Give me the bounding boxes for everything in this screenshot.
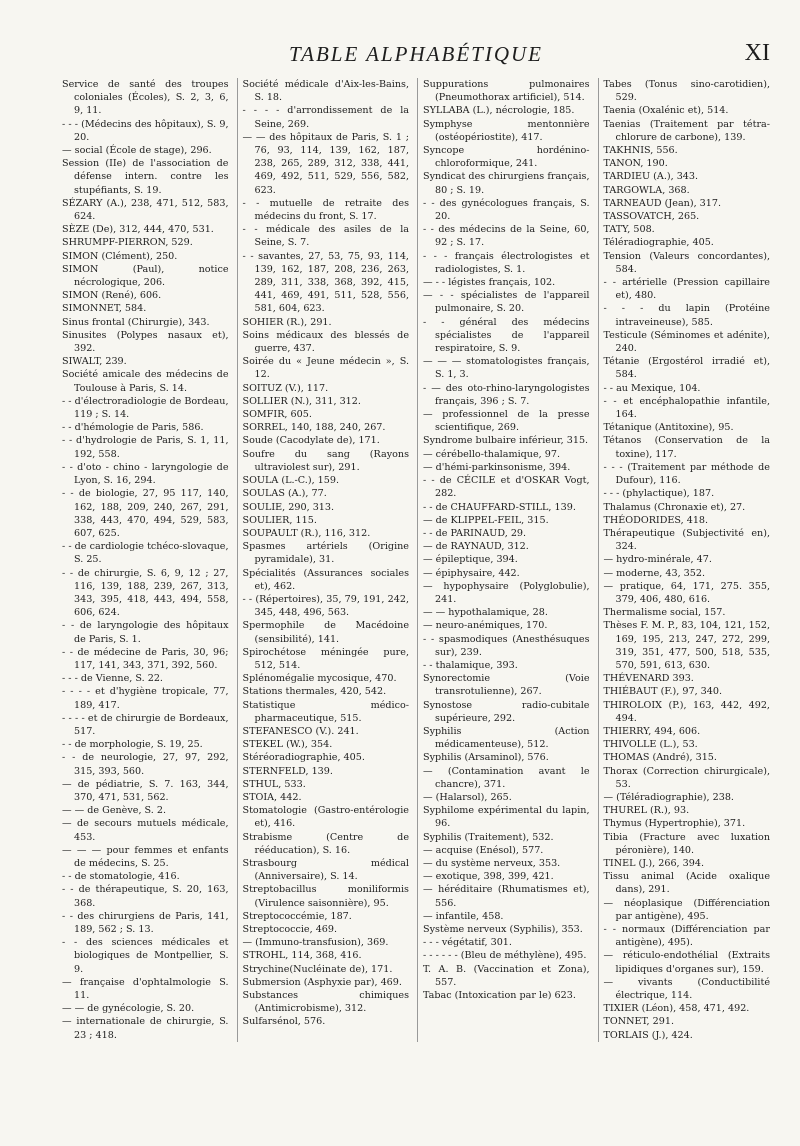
index-entry: - - d'hydrologie de Paris, S. 1, 11, 192, 558. <box>62 435 229 460</box>
index-entry: - - d'hémologie de Paris, 586. <box>62 422 204 434</box>
index-entry: Syncope hordénino-chloroformique, 241. <box>423 145 590 170</box>
index-entry: — hypophysaire (Polyglobulie), 241. <box>423 580 590 605</box>
index-entry: - - d'électroradiologie de Bordeau, 119 ; S. 14. <box>62 395 229 421</box>
index-entry: — acquise (Enésol), 577. <box>423 844 544 856</box>
index-column-2 <box>237 78 410 1042</box>
index-entry: THIERRY, 494, 606. <box>603 725 701 737</box>
index-entry: Téléradiographie, 405. <box>603 237 714 249</box>
index-entry: — de pédiatrie, S. 7. 163, 344, 370, 471, 531, 562. <box>62 778 229 803</box>
index-entry: Symphyse mentonnière (ostéopériostite), 417. <box>423 118 590 143</box>
index-entry: — — — stomatologistes français, S. 1, 3. <box>423 356 590 381</box>
index-entry: Soufre du sang (Rayons ultraviolest sur), 291. <box>242 448 409 473</box>
index-entry: - - savantes, 27, 53, 75, 93, 114, 139, 162, 187, 208, 236, 263, 289, 311, 338, 368, 392, 415, 441, 469, 491, 511, 528, 556, 581, 604, 623. <box>242 250 409 315</box>
index-entry: - - des médecins de la Seine, 60, 92 ; S. 17. <box>423 224 590 249</box>
index-entry: Synorectomie (Voie transrotulienne), 267. <box>423 673 590 698</box>
index-entry: Thalamus (Chronaxie et), 27. <box>603 501 746 513</box>
index-entry: - - de médecine de Paris, 30, 96; 117, 141, 343, 371, 392, 560. <box>62 646 229 671</box>
index-entry: Spirochétose méningée pure, 512, 514. <box>242 646 409 671</box>
index-entry: - - de biologie, 27, 95 117, 140, 162, 188, 209, 240, 267, 291, 338, 443, 470, 494, 529, 583, 607, 625. <box>62 488 229 539</box>
index-entry: SÉZARY (A.), 238, 471, 512, 583, 624. <box>62 197 229 223</box>
index-entry: — de RAYNAUD, 312. <box>423 541 529 553</box>
index-entry: - - (Répertoires), 35, 79, 191, 242, 345, 448, 496, 563. <box>242 593 409 619</box>
index-column-1 <box>62 78 229 1042</box>
page-number: XI <box>744 40 770 66</box>
index-entry: SIMON (Clément), 250. <box>62 250 178 262</box>
index-entry: Testicule (Séminomes et adénite), 240. <box>603 329 770 355</box>
index-entry: TARGOWLA, 368. <box>603 184 690 196</box>
index-entry: Tabac (Intoxication par le) 623. <box>423 990 576 1002</box>
index-entry: — hydro-minérale, 47. <box>603 554 712 566</box>
index-column-4 <box>598 78 771 1042</box>
index-entry: Tension (Valeurs concordantes), 584. <box>603 250 770 275</box>
index-entry: — de secours mutuels médicale, 453. <box>62 818 229 843</box>
index-entry: - - d'oto - chino - laryngologie de Lyon, S. 16, 294. <box>62 461 229 487</box>
index-entry: Thymus (Hypertrophie), 371. <box>603 818 746 830</box>
index-entry: — pratique, 64, 171, 275. 355, 379, 406, 480, 616. <box>603 580 770 605</box>
index-entry: - - - - et d'hygiène tropicale, 77, 189, 417. <box>62 686 229 711</box>
index-entry: SOITUZ (V.), 117. <box>242 382 329 394</box>
index-entry: - - général des médecins spécialistes de l'appareil respiratoire, S. 9. <box>423 316 590 355</box>
index-entry: Strychine(Nucléinate de), 171. <box>242 963 393 975</box>
index-entry: STEKEL (W.), 354. <box>242 739 333 751</box>
index-entry: — — des hôpitaux de Paris, S. 1 ; 76, 93, 114, 139, 162, 187, 238, 265, 289, 312, 338, 441, 469, 492, 511, 529, 556, 582, 623. <box>242 131 409 196</box>
index-entry: SIMON (Paul), notice nécrologique, 206. <box>62 263 229 289</box>
index-entry: - - de CÉCILE et d'OSKAR Vogt, 282. <box>423 475 590 500</box>
index-entry: Spécialités (Assurances sociales et), 462. <box>242 567 409 592</box>
index-entry: TONNET, 291. <box>603 1016 675 1028</box>
index-entry: SOULIER, 115. <box>242 514 317 526</box>
index-entry: Tétanique (Antitoxine), 95. <box>603 422 734 434</box>
index-entry: - - de morphologie, S. 19, 25. <box>62 739 203 751</box>
index-entry: — neuro-anémiques, 170. <box>423 620 548 632</box>
index-entry: - - - (Traitement par méthode de Dufour), 116. <box>603 461 770 487</box>
index-entry: - - - - et de chirurgie de Bordeaux, 517. <box>62 712 229 737</box>
page-header <box>62 40 770 70</box>
index-entry: Taenia (Oxalénic et), 514. <box>603 105 729 117</box>
index-column-3 <box>417 78 590 1042</box>
index-entry: TAKHNIS, 556. <box>603 145 678 157</box>
index-entry: TINEL (J.), 266, 394. <box>603 857 705 869</box>
index-entry: — — de Genève, S. 2. <box>62 805 167 817</box>
index-entry: SOULAS (A.), 77. <box>242 488 327 500</box>
index-entry: - - mutuelle de retraite des médecins du front, S. 17. <box>242 197 409 223</box>
index-entry: Stomatologie (Gastro-entérologie et), 416. <box>242 805 409 830</box>
index-entry: SOULA (L.-C.), 159. <box>242 475 340 487</box>
index-entry: Stéréoradiographie, 405. <box>242 752 365 764</box>
index-entry: SOMFIR, 605. <box>242 409 312 421</box>
index-entry: — épiphysaire, 442. <box>423 567 520 579</box>
index-entry: Taenias (Traitement par tétra-chlorure de carbone), 139. <box>603 118 770 143</box>
index-entry: THUREL (R.), 93. <box>603 805 690 817</box>
index-entry: — héréditaire (Rhumatismes et), 556. <box>423 884 590 909</box>
index-entry: Société amicale des médecins de Toulouse à Paris, S. 14. <box>62 369 229 394</box>
index-entry: - - de PARINAUD, 29. <box>423 527 527 539</box>
index-entry: Sulfarsénol, 576. <box>242 1016 326 1028</box>
index-entry: Synostose radio-cubitale supérieure, 292. <box>423 699 590 724</box>
index-entry: Stations thermales, 420, 542. <box>242 686 387 698</box>
index-entry: Soirée du « Jeune médecin », S. 12. <box>242 356 409 381</box>
index-entry: Tissu animal (Acide oxalique dans), 291. <box>603 871 770 896</box>
index-entry: TARDIEU (A.), 343. <box>603 171 699 183</box>
index-entry: - - thalamique, 393. <box>423 659 518 671</box>
index-entry: - - de thérapeutique, S. 20, 163, 368. <box>62 884 229 909</box>
index-entry: — cérébello-thalamique, 97. <box>423 448 560 460</box>
index-entry: - - - - d'arrondissement de la Seine, 269. <box>242 105 409 130</box>
index-entry: THOMAS (André), 315. <box>603 752 717 764</box>
index-entry: - - artérielle (Pression capillaire et), 480. <box>603 277 770 302</box>
index-entry: SOULIE, 290, 313. <box>242 501 335 513</box>
index-entry: Soude (Cacodylate de), 171. <box>242 435 380 447</box>
index-entry: — exotique, 398, 399, 421. <box>423 871 554 883</box>
index-entry: - - - du lapin (Protéine intraveineuse), 585. <box>603 303 770 328</box>
index-entry: Strasbourg médical (Anniversaire), S. 14. <box>242 857 409 883</box>
index-entry: Splénomégalie mycosique, 470. <box>242 673 397 685</box>
index-entry: — — — pour femmes et enfants de médecins, S. 25. <box>62 844 229 869</box>
index-entry: - - de stomatologie, 416. <box>62 871 180 883</box>
index-entry: STERNFELD, 139. <box>242 765 333 777</box>
index-entry: — (Immuno-transfusion), 369. <box>242 937 389 949</box>
index-entry: - - des gynécologues français, S. 20. <box>423 197 590 223</box>
index-entry: - - de neurologie, 27, 97, 292, 315, 393, 560. <box>62 752 229 777</box>
index-entry: Syphilome expérimental du lapin, 96. <box>423 805 590 830</box>
index-entry: - - spasmodiques (Anesthésuques sur), 239. <box>423 633 590 658</box>
index-entry: — moderne, 43, 352. <box>603 567 706 579</box>
index-entry: Tétanos (Conservation de la toxine), 117. <box>603 435 770 460</box>
index-entry: SIMON (René), 606. <box>62 290 162 302</box>
index-entry: - - - (Médecins des hôpitaux), S. 9, 20. <box>62 118 229 143</box>
index-entry: T. A. B. (Vaccination et Zona), 557. <box>423 963 590 988</box>
index-entry: - - - - - - (Bleu de méthylène), 495. <box>423 950 587 962</box>
index-entry: Spermophile de Macédoine (sensibilité), 141. <box>242 620 409 645</box>
index-entry: SIMONNET, 584. <box>62 303 147 315</box>
index-entry: — néoplasique (Différenciation par antigène), 495. <box>603 897 770 922</box>
index-entry: STHUL, 533. <box>242 778 306 790</box>
index-entry: THÉODORIDES, 418. <box>603 514 709 526</box>
index-columns <box>62 78 770 1042</box>
index-entry: SOHIER (R.), 291. <box>242 316 332 328</box>
index-entry: THIROLOIX (P.), 163, 442, 492, 494. <box>603 699 770 724</box>
index-entry: STROHL, 114, 368, 416. <box>242 950 362 962</box>
index-entry: Streptobacillus moniliformis (Virulence saisonnière), 95. <box>242 884 409 909</box>
index-entry: TATY, 508. <box>603 224 655 236</box>
page-title: TABLE ALPHABÉTIQUE <box>289 42 543 66</box>
index-entry: — internationale de chirurgie, S. 23 ; 418. <box>62 1016 229 1041</box>
index-entry: Submersion (Asphyxie par), 469. <box>242 976 402 988</box>
index-entry: Substances chimiques (Antimicrobisme), 312. <box>242 990 409 1015</box>
index-entry: — social (École de stage), 296. <box>62 145 212 157</box>
index-entry: TARNEAUD (Jean), 317. <box>603 197 722 209</box>
index-entry: — - - spécialistes de l'appareil pulmonaire, S. 20. <box>423 290 590 315</box>
index-entry: Tabes (Tonus sino-carotidien), 529. <box>603 79 770 104</box>
index-entry: SOUPAULT (R.), 116, 312. <box>242 527 371 539</box>
index-entry: Strabisme (Centre de rééducation), S. 16. <box>242 831 409 856</box>
index-entry: Soins médicaux des blessés de guerre, 437. <box>242 329 409 355</box>
index-entry: — française d'ophtalmologie S. 11. <box>62 976 229 1002</box>
index-entry: Service de santé des troupes coloniales (Écoles), S. 2, 3, 6, 9, 11. <box>62 79 229 117</box>
index-entry: - - et encéphalopathie infantile, 164. <box>603 395 770 421</box>
index-entry: - - normaux (Différenciation par antigène), 495). <box>603 924 770 949</box>
index-entry: — du système nerveux, 353. <box>423 857 561 869</box>
index-entry: Streptococcémie, 187. <box>242 910 352 922</box>
index-entry: Syndicat des chirurgiens français, 80 ; S. 19. <box>423 171 590 196</box>
index-entry: — (Halarsol), 265. <box>423 791 512 803</box>
index-entry: — vivants (Conductibilité électrique, 114. <box>603 976 770 1002</box>
index-entry: — - - légistes français, 102. <box>423 277 556 289</box>
index-entry: Sinusites (Polypes nasaux et), 392. <box>62 329 229 355</box>
index-entry: - - des sciences médicales et biologiques de Montpellier, S. 9. <box>62 937 229 975</box>
index-entry: TIXIER (Léon), 458, 471, 492. <box>603 1003 750 1015</box>
index-entry: Tibia (Fracture avec luxation péronière), 140. <box>603 831 770 856</box>
index-entry: — d'hémi-parkinsonisme, 394. <box>423 461 571 473</box>
index-entry: TASSOVATCH, 265. <box>603 211 700 223</box>
index-entry: — — hypothalamique, 28. <box>423 607 548 619</box>
index-entry: Tétanie (Ergostérol irradié et), 584. <box>603 356 770 381</box>
index-entry: Sinus frontal (Chirurgie), 343. <box>62 316 210 328</box>
index-entry: — de KLIPPEL-FEIL, 315. <box>423 514 549 526</box>
index-entry: - — des oto-rhino-laryngologistes français, 396 ; S. 7. <box>423 382 590 407</box>
index-entry: — épileptique, 394. <box>423 554 518 566</box>
index-entry: - - - (phylactique), 187. <box>603 488 715 500</box>
index-entry: - - - français électrologistes et radiologistes, S. 1. <box>423 250 590 275</box>
index-entry: Thorax (Correction chirurgicale), 53. <box>603 765 770 790</box>
index-entry: - - - végétatif, 301. <box>423 937 512 949</box>
index-entry: — réticulo-endothélial (Extraits lipidiques d'organes sur), 159. <box>603 950 770 975</box>
index-entry: - - des chirurgiens de Paris, 141, 189, 562 ; S. 13. <box>62 910 229 935</box>
index-entry: — professionnel de la presse scientifique, 269. <box>423 409 590 434</box>
index-entry: Syndrome bulbaire inférieur, 315. <box>423 435 589 447</box>
index-entry: — infantile, 458. <box>423 910 504 922</box>
index-entry: - - - de Vienne, S. 22. <box>62 673 163 685</box>
index-entry: THÉVENARD 393. <box>603 673 694 685</box>
index-entry: - - de laryngologie des hôpitaux de Paris, S. 1. <box>62 620 229 645</box>
index-entry: Syphilis (Arsaminol), 576. <box>423 752 549 764</box>
index-entry: - - de CHAUFFARD-STILL, 139. <box>423 501 576 513</box>
index-entry: SYLLABA (L.), nécrologie, 185. <box>423 105 575 117</box>
index-entry: SÈZE (De), 312, 444, 470, 531. <box>62 224 214 236</box>
index-entry: TORLAIS (J.), 424. <box>603 1029 693 1041</box>
index-entry: Spasmes artériels (Origine pyramidale), 31. <box>242 541 409 566</box>
index-entry: Thérapeutique (Subjectivité en), 324. <box>603 527 770 553</box>
index-entry: Session (IIe) de l'association de défense intern. contre les stupéfiants, S. 19. <box>62 158 229 196</box>
index-entry: Syphilis (Traitement), 532. <box>423 831 554 843</box>
index-entry: SHRUMPF-PIERRON, 529. <box>62 237 193 249</box>
index-entry: STEFANESCO (V.). 241. <box>242 725 359 737</box>
index-entry: - - de cardiologie tchéco-slovaque, S. 25. <box>62 541 229 566</box>
index-entry: THIVOLLE (L.), 53. <box>603 739 698 751</box>
index-entry: STOIA, 442. <box>242 791 302 803</box>
index-entry: SIWALT, 239. <box>62 356 127 368</box>
index-entry: Thermalisme social, 157. <box>603 607 726 619</box>
index-entry: Société médicale d'Aix-les-Bains, S. 18. <box>242 79 409 104</box>
index-entry: — (Téléradiographie), 238. <box>603 791 734 803</box>
index-entry: Syphilis (Action médicamenteuse), 512. <box>423 725 590 751</box>
index-entry: TANON, 190. <box>603 158 668 170</box>
index-entry: Suppurations pulmonaires (Pneumothorax artificiel), 514. <box>423 79 590 104</box>
index-entry: Statistique médico-pharmaceutique, 515. <box>242 699 409 724</box>
index-entry: - - médicale des asiles de la Seine, S. 7. <box>242 224 409 249</box>
index-entry: SORREL, 140, 188, 240, 267. <box>242 422 386 434</box>
index-entry: — (Contamination avant le chancre), 371. <box>423 765 590 790</box>
index-entry: - - au Mexique, 104. <box>603 382 701 394</box>
index-entry: Streptococcie, 469. <box>242 924 338 935</box>
index-entry: — — de gynécologie, S. 20. <box>62 1003 195 1015</box>
index-entry: THIÉBAUT (F.), 97, 340. <box>603 686 723 698</box>
index-entry: Système nerveux (Syphilis), 353. <box>423 924 583 935</box>
index-entry: Thèses F. M. P., 83, 104, 121, 152, 169, 195, 213, 247, 272, 299, 319, 351, 477, 500, 518, 535, 570, 591, 613, 630. <box>603 620 770 671</box>
index-entry: - - de chirurgie, S. 6, 9, 12 ; 27, 116, 139, 188, 239, 267, 313, 343, 395, 418, 443, 494, 558, 606, 624. <box>62 567 229 619</box>
index-entry: SOLLIER (N.), 311, 312. <box>242 395 361 407</box>
